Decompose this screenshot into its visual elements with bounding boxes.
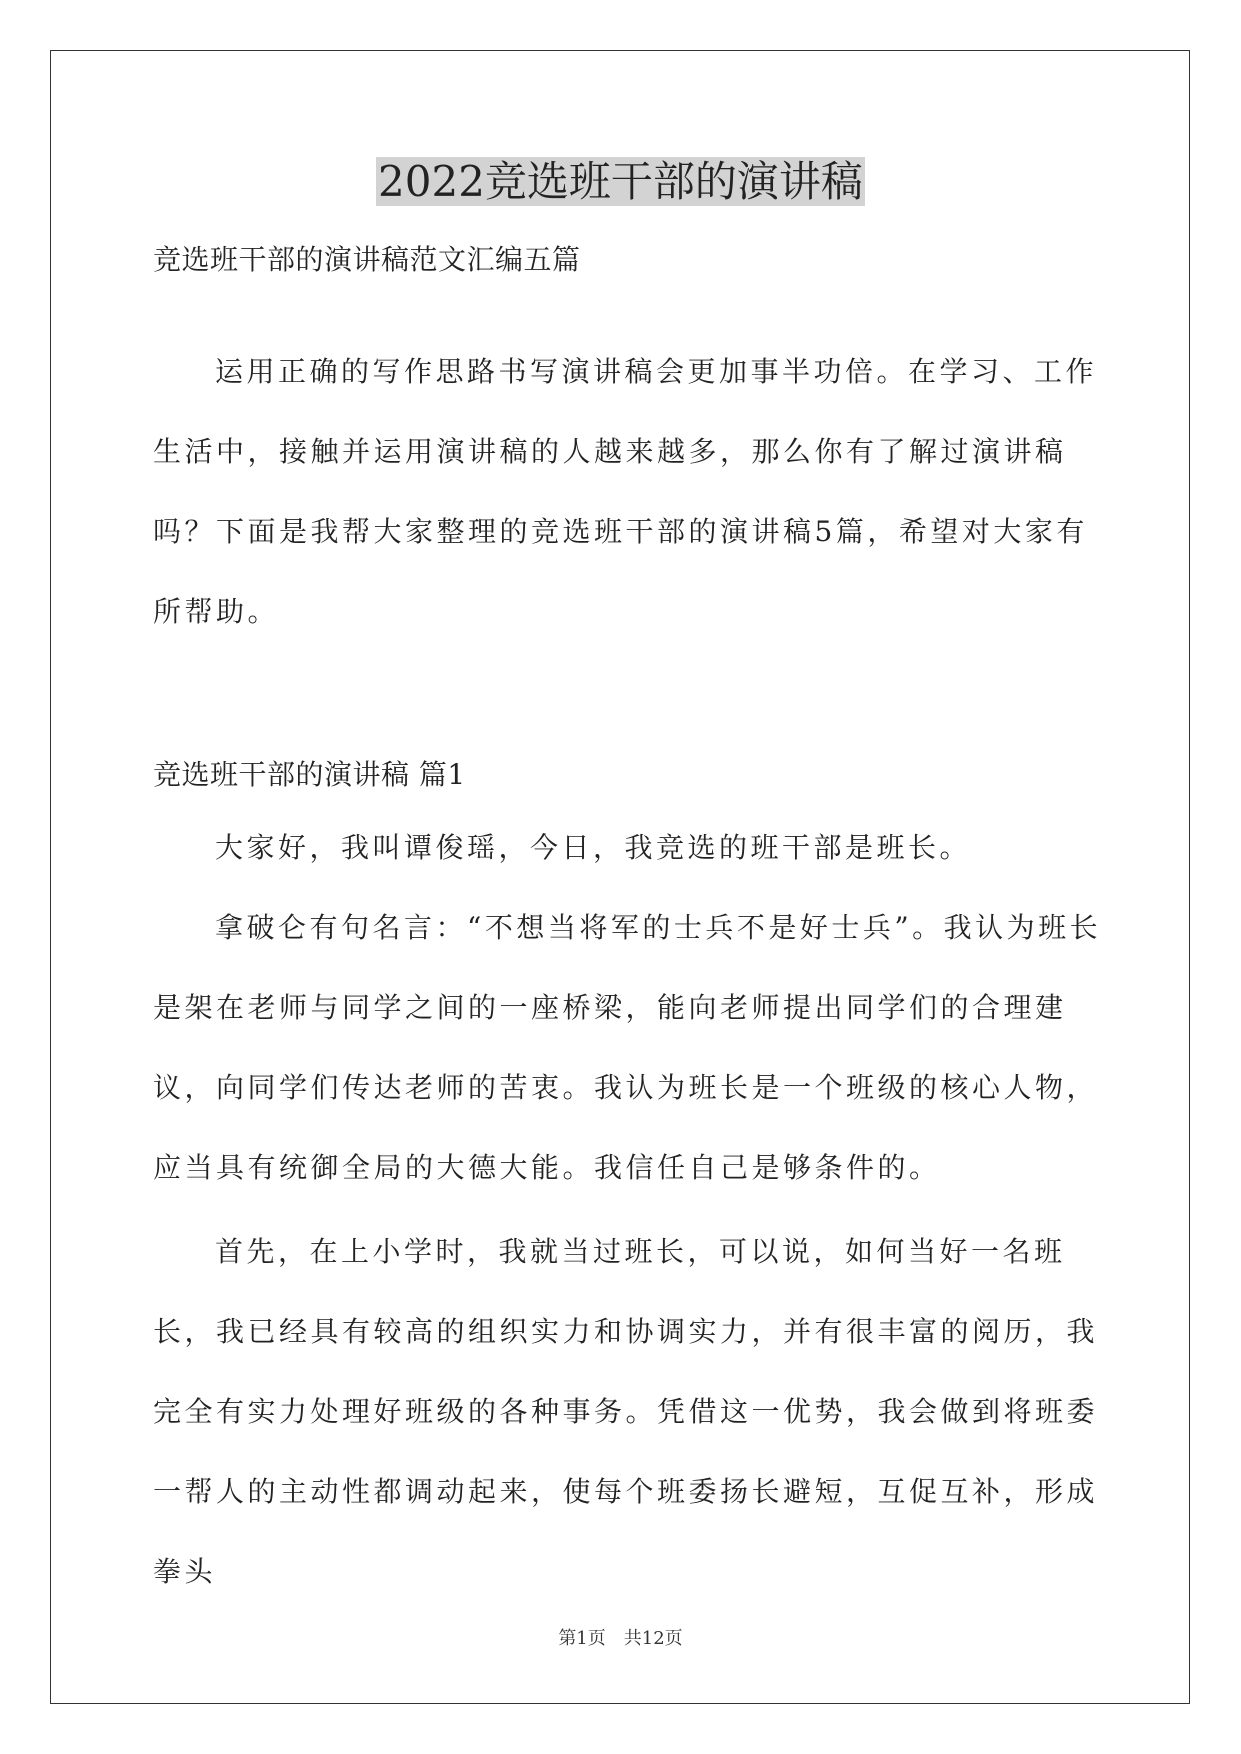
page-footer	[0, 1625, 1241, 1653]
page-number: 第1页	[558, 1628, 606, 1649]
document-title: 2022竞选班干部的演讲稿	[378, 157, 863, 206]
document-subtitle: 竞选班干部的演讲稿范文汇编五篇	[153, 243, 581, 276]
body-paragraph: 大家好，我叫谭俊瑶，今日，我竞选的班干部是班长。	[215, 831, 972, 864]
page-total: 共12页	[623, 1628, 683, 1649]
body-paragraph: 拿破仑有句名言：“不想当将军的士兵不是好士兵”。我认为班长是架在老师与同学之间的一座桥梁，能向老师提出同学们的合理建议，向同学们传达老师的苦衷。我认为班长是一个班级的核心人物，应当具有统御全局的大德大能。我信任自己是够条件的。	[153, 911, 1102, 1184]
intro-paragraph: 运用正确的写作思路书写演讲稿会更加事半功倍。在学习、工作生活中，接触并运用演讲稿的人越来越多，那么你有了解过演讲稿吗？下面是我帮大家整理的竞选班干部的演讲稿5篇，希望对大家有所帮助。	[153, 355, 1098, 628]
body-paragraph: 首先，在上小学时，我就当过班长，可以说，如何当好一名班长，我已经具有较高的组织实力和协调实力，并有很丰富的阅历，我完全有实力处理好班级的各种事务。凭借这一优势，我会做到将班委一帮人的主动性都调动起来，使每个班委扬长避短，互促互补，形成拳头	[153, 1235, 1099, 1588]
section-heading: 竞选班干部的演讲稿 篇1	[153, 758, 466, 791]
